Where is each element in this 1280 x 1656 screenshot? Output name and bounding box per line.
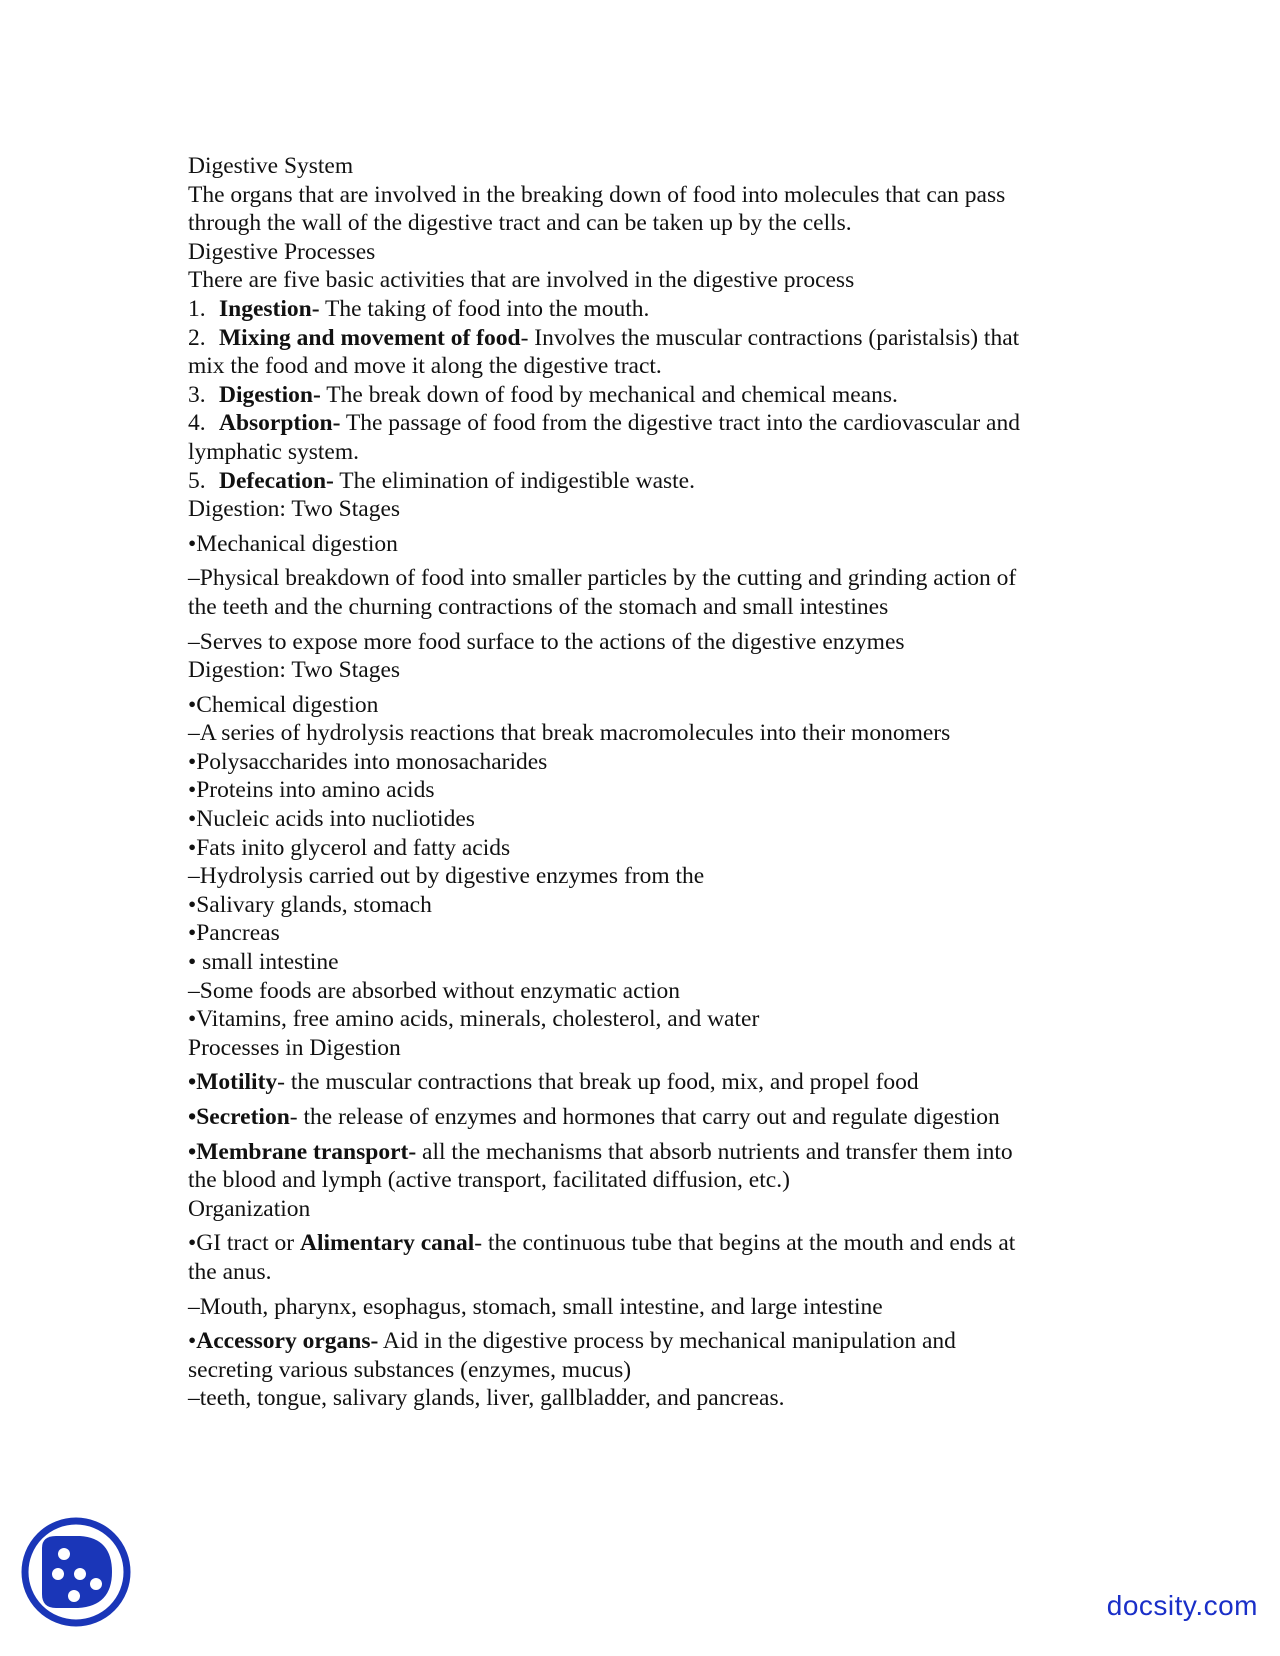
chemical-line: •Vitamins, free amino acids, minerals, cholesterol, and water [188,1006,760,1033]
bullet: • [188,1069,197,1096]
mechanical-label-text: Mechanical digestion [196,530,398,557]
membrane-term: Membrane transport- [196,1138,417,1165]
intro-line-2: through the wall of the digestive tract and can be taken up by the cells. [188,210,852,237]
gi-term: Alimentary canal [299,1230,475,1257]
bullet: • [188,1138,197,1165]
stages-heading-1: Digestion: Two Stages [188,496,401,523]
process-term: Mixing and movement of food [219,324,521,351]
mechanical-line-3: –Serves to expose more food surface to the actions of the digestive enzymes [188,628,905,655]
processes-heading: Digestive Processes [188,238,376,265]
process-item-defecation [188,467,1088,496]
docsity-logo-graphic [20,1516,132,1628]
gi-desc: - the continuous tube that begins at the mouth and ends at [474,1230,1016,1257]
accessory-desc: Aid in the digestive process by mechanical manipulation and [378,1328,956,1355]
processes-in-digestion-heading: Processes in Digestion [188,1034,401,1061]
processes-intro: There are five basic activities that are involved in the digestive process [188,267,855,294]
process-desc: The passage of food from the digestive tract into the cardiovascular and [340,410,1020,437]
chemical-line: –Hydrolysis carried out by digestive enzymes from the [188,863,705,890]
process-item-mixing [188,324,1088,353]
gi-tract-item [188,1229,1088,1258]
mechanical-line-2: the teeth and the churning contractions of the stomach and small intestines [188,593,889,620]
bullet: • [188,1328,197,1355]
docsity-logo-icon [20,1516,132,1628]
process-item-ingestion [188,295,1088,324]
organization-heading: Organization [188,1195,311,1222]
chemical-line: –Some foods are absorbed without enzymatic action [188,977,681,1004]
process-item-digestion [188,381,1088,410]
process-desc: The elimination of indigestible waste. [333,467,695,494]
mechanical-digestion-label [188,530,1088,559]
chemical-line: •Salivary glands, stomach [188,891,432,918]
process-item-mixing-cont: mix the food and move it along the digestive tract. [188,353,662,380]
bullet: • [188,1104,197,1130]
logo-dot [52,1568,64,1580]
process-term: Ingestion- [219,295,320,322]
chemical-line: •Proteins into amino acids [188,777,435,804]
logo-dot [90,1578,102,1590]
bullet: • [188,530,197,557]
intro-line-1: The organs that are involved in the breaking down of food into molecules that can pass [188,181,1006,208]
chemical-line: –A series of hydrolysis reactions that break macromolecules into their monomers [188,720,951,747]
document-title: Digestive System [188,153,354,179]
process-number: 1. [188,295,206,322]
process-number: 3. [188,381,206,408]
motility-item [188,1068,1088,1097]
process-desc: The taking of food into the mouth. [319,295,650,322]
accessory-term: Accessory organs- [196,1328,379,1355]
accessory-organs-cont: secreting various substances (enzymes, mucus) [188,1356,632,1383]
chemical-line: •Polysaccharides into monosacharides [188,748,548,775]
process-desc: The break down of food by mechanical and chemical means. [320,381,898,408]
secretion-item [188,1103,1088,1132]
gi-tract-parts: –Mouth, pharynx, esophagus, stomach, small intestine, and large intestine [188,1293,883,1320]
brand-link[interactable]: docsity.com [1106,1590,1258,1621]
process-item-absorption-cont: lymphatic system. [188,438,360,465]
process-number: 2. [188,324,206,351]
secretion-desc: - the release of enzymes and hormones that carry out and regulate digestion [289,1104,1000,1130]
logo-dot [74,1568,86,1580]
chemical-line: • small intestine [188,949,339,976]
mechanical-line-1: –Physical breakdown of food into smaller particles by the cutting and grinding action of [188,565,1017,592]
process-term: Absorption- [219,410,341,437]
accessory-organs-parts: –teeth, tongue, salivary glands, liver, gallbladder, and pancreas. [188,1385,785,1412]
chemical-line: •Pancreas [188,920,280,947]
chemical-line: •Fats inito glycerol and fatty acids [188,834,511,861]
chemical-line: •Nucleic acids into nucliotides [188,806,475,833]
process-number: 4. [188,410,206,437]
accessory-organs-item [188,1327,1088,1356]
gi-prefix: GI tract or [196,1230,300,1257]
process-term: Defecation- [219,467,334,494]
motility-desc: - the muscular contractions that break up food, mix, and propel food [277,1069,919,1096]
membrane-transport-item [188,1138,1088,1167]
process-desc: - Involves the muscular contractions (paristalsis) that [520,324,1020,351]
logo-dot [58,1548,70,1560]
gi-tract-cont: the anus. [188,1258,272,1285]
stages-heading-2: Digestion: Two Stages [188,657,401,684]
secretion-term: Secretion [196,1104,290,1130]
process-number: 5. [188,467,206,494]
bullet: • [188,1230,197,1257]
logo-dot [68,1590,80,1602]
membrane-desc: all the mechanisms that absorb nutrients and transfer them into [416,1138,1013,1165]
membrane-transport-cont: the blood and lymph (active transport, facilitated diffusion, etc.) [188,1167,790,1194]
chemical-digestion-label: •Chemical digestion [188,691,379,718]
document-body [188,152,1088,1413]
motility-term: Motility [196,1069,278,1096]
process-term: Digestion- [219,381,321,408]
process-item-absorption [188,409,1088,438]
